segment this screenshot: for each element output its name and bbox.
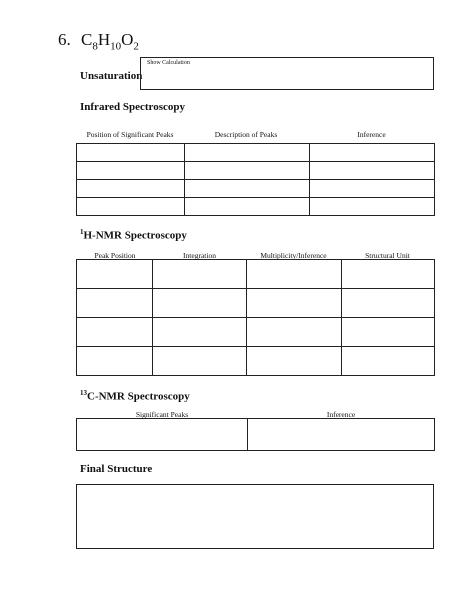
- table-row: [77, 347, 435, 376]
- table-cell[interactable]: [185, 144, 310, 162]
- hnmr-col-integration: Integration: [183, 251, 216, 260]
- final-structure-heading: Final Structure: [80, 463, 153, 475]
- ir-table: [76, 143, 435, 216]
- table-cell[interactable]: [77, 318, 153, 347]
- table-row: [77, 144, 435, 162]
- hnmr-heading-text: H-NMR Spectroscopy: [83, 229, 187, 242]
- show-calculation-hint: Show Calculation: [147, 60, 190, 66]
- table-cell[interactable]: [77, 347, 153, 376]
- table-row: [77, 419, 435, 451]
- formula-subscript: 10: [110, 40, 122, 53]
- table-cell[interactable]: [77, 289, 153, 318]
- unsaturation-label: Unsaturation: [80, 70, 143, 82]
- table-cell[interactable]: [310, 180, 435, 198]
- table-cell[interactable]: [77, 260, 153, 289]
- cnmr-col-significant-peaks: Significant Peaks: [135, 410, 189, 419]
- cnmr-col-inference: Inference: [326, 410, 356, 419]
- table-cell[interactable]: [153, 260, 247, 289]
- molecular-formula: [81, 30, 139, 53]
- ir-col-inference: Inference: [357, 130, 386, 139]
- table-row: [77, 260, 435, 289]
- table-cell[interactable]: [185, 198, 310, 216]
- table-cell[interactable]: [77, 162, 185, 180]
- unsaturation-answer-box[interactable]: [140, 57, 434, 90]
- cnmr-table: [76, 418, 435, 451]
- cnmr-heading-text: C-NMR Spectroscopy: [87, 390, 190, 403]
- table-cell[interactable]: [342, 318, 435, 347]
- hnmr-heading-sup: 1: [80, 228, 84, 236]
- table-row: [77, 162, 435, 180]
- formula-subscript: 2: [133, 40, 139, 53]
- table-row: [77, 180, 435, 198]
- table-cell[interactable]: [248, 419, 435, 451]
- hnmr-heading: [80, 228, 187, 242]
- table-cell[interactable]: [77, 144, 185, 162]
- table-row: [77, 318, 435, 347]
- hnmr-col-peak-position: Peak Position: [94, 251, 136, 260]
- ir-col-peak-position: Position of Significant Peaks: [86, 130, 174, 139]
- table-row: [77, 289, 435, 318]
- table-cell[interactable]: [310, 144, 435, 162]
- final-structure-box[interactable]: [76, 484, 434, 549]
- table-cell[interactable]: [310, 162, 435, 180]
- table-cell[interactable]: [77, 419, 248, 451]
- hnmr-table: [76, 259, 435, 376]
- table-cell[interactable]: [342, 289, 435, 318]
- hnmr-col-multiplicity: Multiplicity/Inference: [260, 251, 327, 260]
- table-cell[interactable]: [153, 347, 247, 376]
- table-cell[interactable]: [153, 318, 247, 347]
- table-cell[interactable]: [77, 198, 185, 216]
- table-cell[interactable]: [247, 260, 342, 289]
- cnmr-heading: [80, 389, 190, 403]
- ir-heading: Infrared Spectroscopy: [80, 101, 186, 113]
- table-cell[interactable]: [153, 289, 247, 318]
- table-cell[interactable]: [342, 347, 435, 376]
- table-cell[interactable]: [185, 180, 310, 198]
- problem-number: 6.: [58, 30, 71, 49]
- table-cell[interactable]: [310, 198, 435, 216]
- table-cell[interactable]: [342, 260, 435, 289]
- formula-element: H: [97, 30, 111, 49]
- table-cell[interactable]: [185, 162, 310, 180]
- table-cell[interactable]: [247, 318, 342, 347]
- formula-element: C: [81, 30, 93, 49]
- table-row: [77, 198, 435, 216]
- formula-element: O: [121, 30, 134, 49]
- table-cell[interactable]: [247, 289, 342, 318]
- ir-col-description: Description of Peaks: [214, 130, 278, 139]
- hnmr-col-structural-unit: Structural Unit: [365, 251, 410, 260]
- formula-subscript: 8: [92, 40, 98, 53]
- problem-title: [58, 30, 139, 52]
- table-cell[interactable]: [77, 180, 185, 198]
- table-cell[interactable]: [247, 347, 342, 376]
- cnmr-heading-sup: 13: [80, 389, 87, 397]
